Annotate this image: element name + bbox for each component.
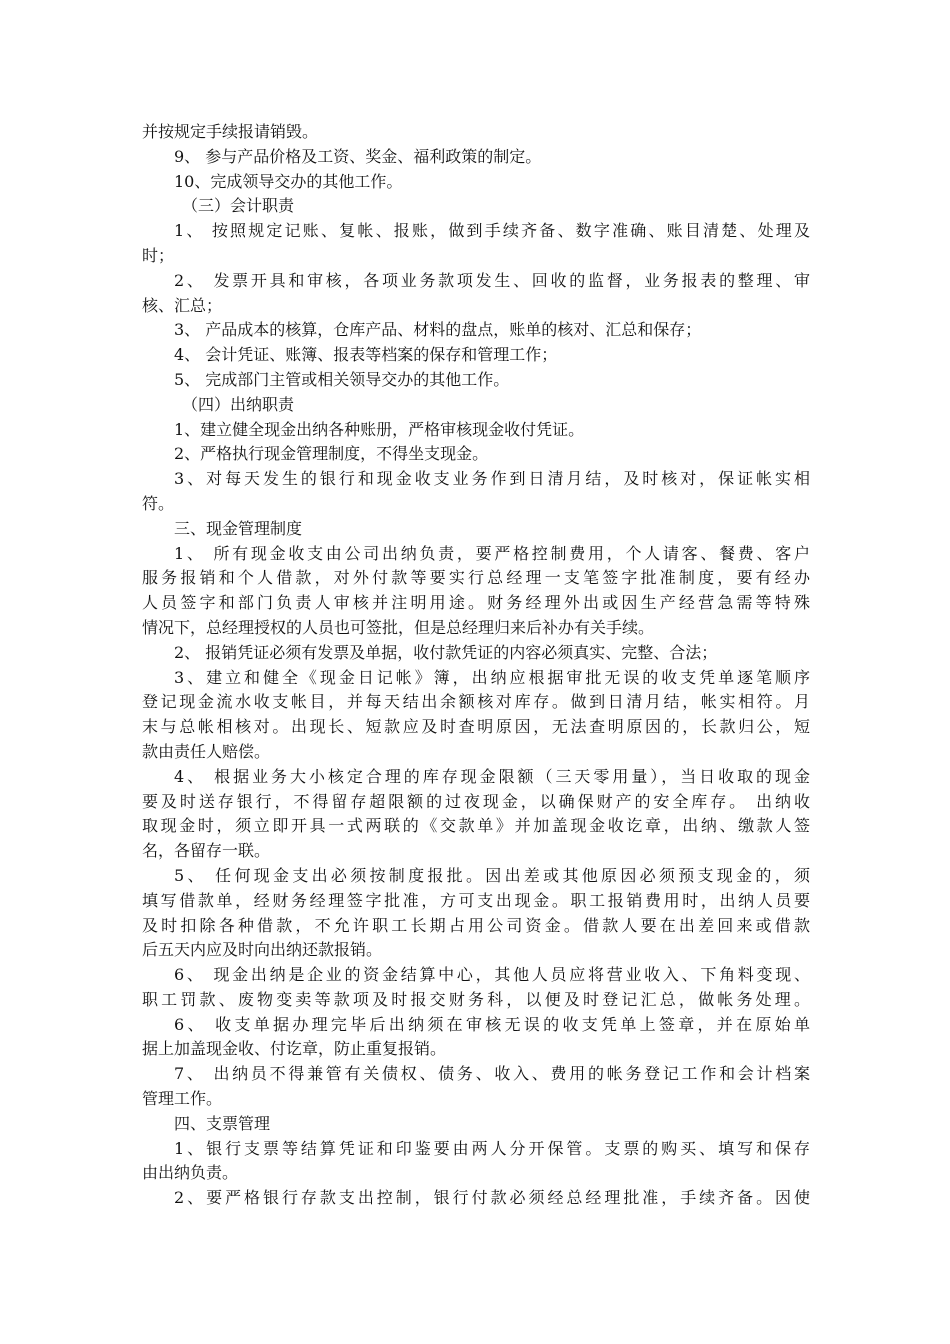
text-line: 9、 参与产品价格及工资、奖金、福利政策的制定。 xyxy=(174,146,542,166)
text-line: 10、完成领导交办的其他工作。 xyxy=(174,171,403,191)
text-line: 核、汇总； xyxy=(142,295,223,315)
text-line: 服务报销和个人借款，对外付款等要实行总经理一支笔签字批准制度，要有经办 xyxy=(142,568,810,588)
text-line: 时； xyxy=(142,245,175,265)
text-line: 4、 根据业务大小核定合理的库存现金限额（三天零用量），当日收取的现金 xyxy=(174,766,810,786)
text-line: 由出纳负责。 xyxy=(142,1163,239,1183)
text-line: 3、建立和健全《现金日记帐》簿，出纳应根据审批无误的收支凭单逐笔顺序 xyxy=(174,667,810,687)
text-line: 4、 会计凭证、账簿、报表等档案的保存和管理工作； xyxy=(174,345,558,365)
text-line: 7、 出纳员不得兼管有关债权、债务、收入、费用的帐务登记工作和会计档案 xyxy=(174,1064,810,1084)
text-line: 符。 xyxy=(142,493,175,513)
text-line: 1、 按照规定记账、复帐、报账，做到手续齐备、数字准确、账目清楚、处理及 xyxy=(174,221,810,241)
text-line: 1、 所有现金收支由公司出纳负责，要严格控制费用，个人请客、餐费、客户 xyxy=(174,543,810,563)
text-line: 款由责任人赔偿。 xyxy=(142,741,271,761)
text-line: 据上加盖现金收、付讫章，防止重复报销。 xyxy=(142,1039,447,1059)
text-line: 职工罚款、废物变卖等款项及时报交财务科，以便及时登记汇总，做帐务处理。 xyxy=(142,989,810,1009)
text-line: 6、 收支单据办理完毕后出纳须在审核无误的收支凭单上签章，并在原始单 xyxy=(174,1014,810,1034)
section-heading: （三）会计职责 xyxy=(182,196,295,216)
document-body xyxy=(142,120,810,1211)
text-line: 3、对每天发生的银行和现金收支业务作到日清月结，及时核对，保证帐实相 xyxy=(174,469,810,489)
text-line: 2、严格执行现金管理制度，不得坐支现金。 xyxy=(174,444,489,464)
text-line: 2、要严格银行存款支出控制，银行付款必须经总经理批准，手续齐备。因使 xyxy=(174,1188,810,1208)
text-line: 3、 产品成本的核算，仓库产品、材料的盘点，账单的核对、汇总和保存； xyxy=(174,320,702,340)
text-line: 后五天内应及时向出纳还款报销。 xyxy=(142,940,383,960)
text-line: 2、 报销凭证必须有发票及单据，收付款凭证的内容必须真实、完整、合法； xyxy=(174,642,718,662)
text-line: 5、 任何现金支出必须按制度报批。因出差或其他原因必须预支现金的，须 xyxy=(174,865,810,885)
text-line: 人员签字和部门负责人审核并注明用途。财务经理外出或因生产经营急需等特殊 xyxy=(142,593,810,613)
text-line: 填写借款单，经财务经理签字批准，方可支出现金。职工报销费用时，出纳人员要 xyxy=(142,890,810,910)
text-line: 1、银行支票等结算凭证和印鉴要由两人分开保管。支票的购买、填写和保存 xyxy=(174,1138,810,1158)
text-line: 末与总帐相核对。出现长、短款应及时查明原因，无法查明原因的，长款归公，短 xyxy=(142,717,810,737)
text-line: 并按规定手续报请销毁。 xyxy=(142,122,319,141)
text-line: 情况下，总经理授权的人员也可签批，但是总经理归来后补办有关手续。 xyxy=(142,617,655,637)
text-line: 1、建立健全现金出纳各种账册，严格审核现金收付凭证。 xyxy=(174,419,585,439)
text-line: 四、支票管理 xyxy=(174,1113,271,1133)
text-line: 要及时送存银行，不得留存超限额的过夜现金，以确保财产的安全库存。 出纳收 xyxy=(142,791,810,811)
text-line: 5、 完成部门主管或相关领导交办的其他工作。 xyxy=(174,369,510,389)
text-line: 名，各留存一联。 xyxy=(142,841,271,861)
section-heading: （四）出纳职责 xyxy=(182,394,295,414)
text-line: 6、 现金出纳是企业的资金结算中心，其他人员应将营业收入、下角料变现、 xyxy=(174,965,810,985)
text-line: 三、现金管理制度 xyxy=(174,518,303,538)
text-line: 取现金时，须立即开具一式两联的《交款单》并加盖现金收讫章，出纳、缴款人签 xyxy=(142,816,810,836)
text-line: 及时扣除各种借款，不允许职工长期占用公司资金。借款人要在出差回来或借款 xyxy=(142,915,810,935)
text-line: 登记现金流水收支帐目，并每天结出余额核对库存。做到日清月结，帐实相符。月 xyxy=(142,692,810,712)
text-line: 2、 发票开具和审核，各项业务款项发生、回收的监督，业务报表的整理、审 xyxy=(174,270,810,290)
text-line: 管理工作。 xyxy=(142,1089,223,1109)
